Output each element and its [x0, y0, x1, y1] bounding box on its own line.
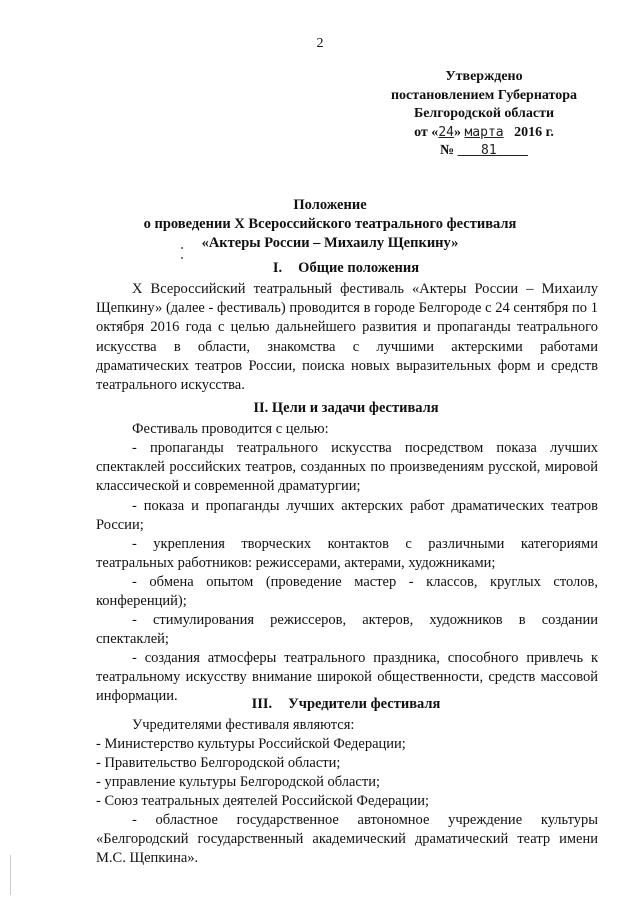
scan-edge-line	[10, 855, 11, 895]
section-3-item: - управление культуры Белгородской области;	[96, 774, 380, 790]
date-mid: »	[453, 124, 461, 140]
section-3-item: - Правительство Белгородской области;	[96, 755, 341, 771]
section-2-item: - обмена опытом (проведение мастер - классов, круглых столов, конференций);	[96, 574, 598, 610]
title-line-3: «Актеры России – Михаилу Щепкину»	[201, 235, 459, 251]
scan-dot	[181, 247, 183, 249]
section-2-item: - стимулирования режиссеров, актеров, художников в создании спектаклей;	[96, 612, 598, 648]
section-3-title: Учредители фестиваля	[288, 696, 441, 712]
number-label: №	[439, 143, 455, 158]
section-1-number: I.	[272, 260, 283, 276]
section-3-heading	[96, 696, 596, 713]
section-1-title: Общие положения	[298, 260, 420, 276]
section-1-heading	[96, 260, 596, 277]
section-2-intro: Фестиваль проводится с целью:	[132, 421, 329, 437]
approval-line-1: Утверждено	[445, 69, 523, 84]
section-2-item: - пропаганды театрального искусства посредством показа лучших спектаклей российских театров, созданных по произведениям русской, мировой классической и современной драматургии;	[96, 440, 598, 495]
number-value: 81	[481, 143, 497, 158]
approval-number	[368, 142, 600, 161]
approval-date	[368, 124, 600, 143]
scan-dot	[181, 257, 183, 259]
page-number: 2	[316, 36, 324, 51]
date-prefix: от «	[414, 124, 439, 140]
section-2-item: - показа и пропаганды лучших актерских работ драматических театров России;	[96, 498, 598, 534]
date-day: 24	[438, 124, 454, 140]
section-3-item: - Министерство культуры Российской Федерации;	[96, 736, 406, 752]
approval-block	[368, 68, 600, 161]
section-1-paragraph: X Всероссийский театральный фестиваль «Актеры России – Михаилу Щепкину» (далее - фестиваль) проводится в городе Белгороде с 24 сентября по 1 октября 2016 года с целью дальнейшего развития и пропаганды театрального искусства в области, знакомства с лучшими актерскими работами драматических театров России, поиска новых выразительных форм и средств театрального искусства.	[96, 281, 598, 394]
title-line-1: Положение	[293, 197, 367, 213]
approval-line-3: Белгородской области	[413, 106, 555, 121]
section-2-heading: II. Цели и задачи фестиваля	[253, 400, 439, 416]
section-3-item: - Союз театральных деятелей Российской Федерации;	[96, 793, 430, 809]
date-year: 2016 г.	[514, 124, 554, 140]
section-3-intro: Учредителями фестиваля являются:	[132, 717, 355, 733]
document-title	[60, 196, 600, 253]
approval-line-2: постановлением Губернатора	[390, 87, 578, 103]
section-3-item: - областное государственное автономное учреждение культуры «Белгородский государственный академический драматический театр имени М.С. Щепкина».	[96, 812, 598, 867]
date-month: марта	[464, 124, 504, 140]
section-3-number: III.	[251, 696, 273, 712]
section-2-item: - укрепления творческих контактов с различными категориями театральных работников: режиссерами, актерами, художниками;	[96, 536, 598, 572]
section-2-item: - создания атмосферы театрального праздника, способного привлечь к театральному искусству внимание широкой общественности, средств массовой информации.	[96, 650, 598, 705]
title-line-2: о проведении X Всероссийского театрального фестиваля	[143, 216, 517, 232]
